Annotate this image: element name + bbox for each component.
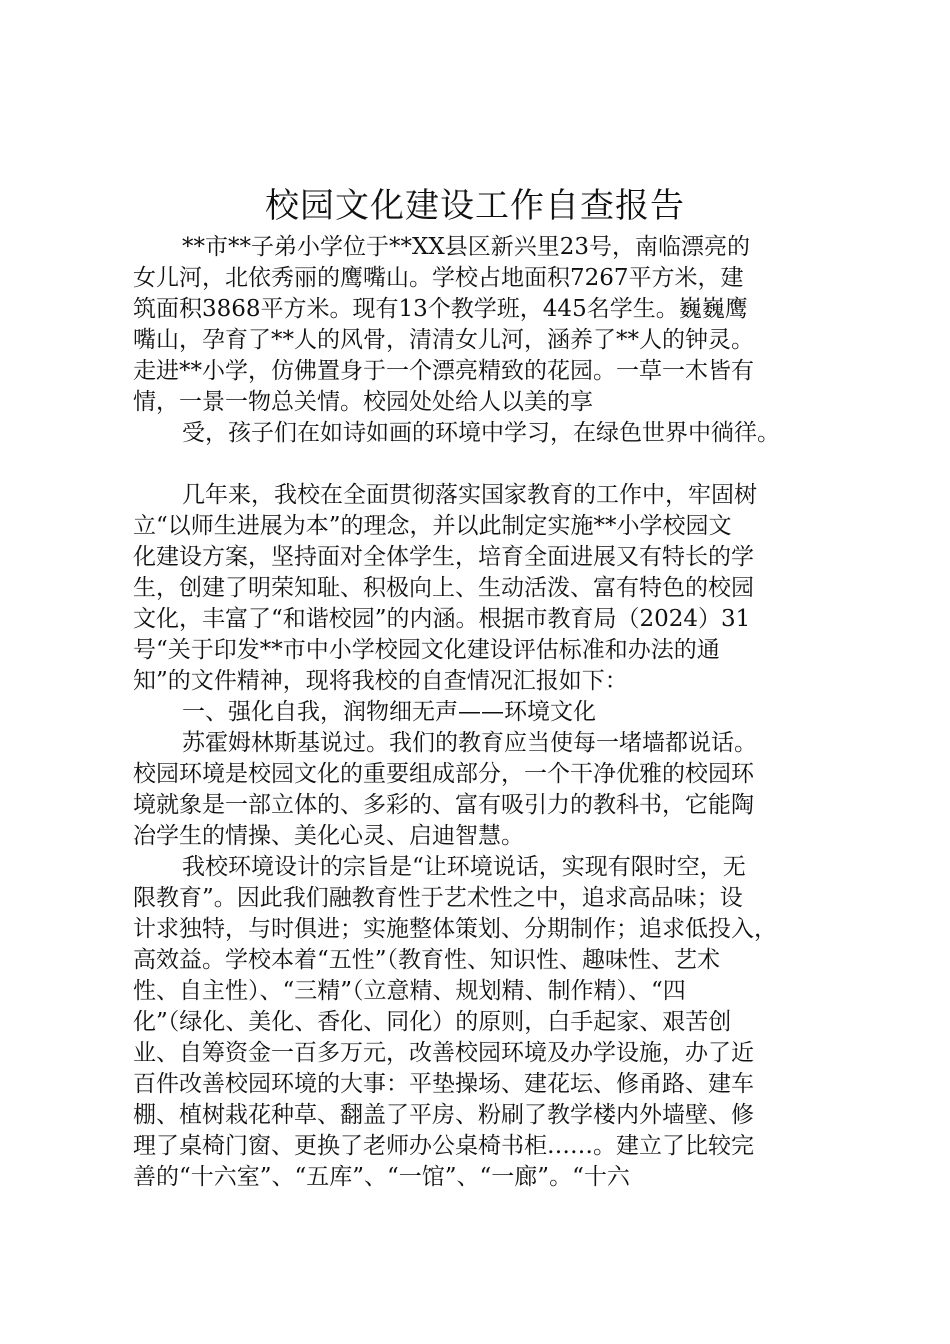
text-line: 化建设方案，坚持面对全体学生，培育全面进展又有特长的学 — [133, 544, 754, 570]
text-line: 冶学生的情操、美化心灵、启迪智慧。 — [133, 823, 524, 849]
text-line: 棚、植树栽花种草、翻盖了平房、粉刷了教学楼内外墙壁、修 — [133, 1102, 754, 1128]
text-line: 知”的文件精神，现将我校的自查情况汇报如下： — [133, 668, 628, 694]
text-line: 立“以师生进展为本”的理念，并以此制定实施**小学校园文 — [133, 513, 732, 539]
text-line: 受，孩子们在如诗如画的环境中学习，在绿色世界中徜徉。 — [182, 420, 780, 446]
text-line: 女儿河，北依秀丽的鹰嘴山。学校占地面积7267平方米，建 — [133, 265, 744, 291]
text-line: 校园环境是校园文化的重要组成部分，一个干净优雅的校园环 — [133, 761, 754, 787]
text-line: 理了桌椅门窗、更换了老师办公桌椅书柜……。建立了比较完 — [133, 1133, 754, 1159]
text-line: 筑面积3868平方米。现有13个教学班，445名学生。巍巍鹰 — [133, 296, 748, 322]
text-line: 善的“十六室”、“五库”、“一馆”、“一廊”。“十六 — [133, 1164, 630, 1190]
text-line: 境就象是一部立体的、多彩的、富有吸引力的教科书，它能陶 — [133, 792, 754, 818]
text-line: 高效益。学校本着“五性”（教育性、知识性、趣味性、艺术 — [133, 947, 721, 973]
text-line: 生，创建了明荣知耻、积极向上、生动活泼、富有特色的校园 — [133, 575, 754, 601]
text-line: 文化，丰富了“和谐校园”的内涵。根据市教育局（2024）31 — [133, 606, 751, 632]
text-line: 性、自主性）、“三精”（立意精、规划精、制作精）、“四 — [133, 978, 686, 1004]
text-line: 号“关于印发**市中小学校园文化建设评估标准和办法的通 — [133, 637, 720, 663]
text-line: 计求独特，与时俱进；实施整体策划、分期制作；追求低投入， — [133, 916, 777, 942]
document-title: 校园文化建设工作自查报告 — [265, 186, 685, 226]
text-line: 嘴山，孕育了**人的风骨，清清女儿河，涵养了**人的钟灵。 — [133, 327, 754, 353]
text-line: 百件改善校园环境的大事：平垫操场、建花坛、修甬路、建车 — [133, 1071, 754, 1097]
document-body — [133, 232, 823, 1193]
text-line: 情，一景一物总关情。校园处处给人以美的享 — [133, 389, 593, 415]
paragraph-gap — [133, 449, 823, 480]
text-line: 化”（绿化、美化、香化、同化）的原则，白手起家、艰苦创 — [133, 1009, 732, 1035]
text-line: **市**子弟小学位于**XX县区新兴里23号，南临漂亮的 — [182, 234, 751, 260]
section-heading: 一、强化自我，润物细无声——环境文化 — [182, 699, 596, 725]
text-line: 限教育”。因此我们融教育性于艺术性之中，追求高品味；设 — [133, 885, 743, 911]
text-line: 我校环境设计的宗旨是“让环境说话，实现有限时空，无 — [182, 854, 746, 880]
text-line: 走进**小学，仿佛置身于一个漂亮精致的花园。一草一木皆有 — [133, 358, 754, 384]
text-line: 几年来，我校在全面贯彻落实国家教育的工作中，牢固树 — [182, 482, 757, 508]
text-line: 业、自筹资金一百多万元，改善校园环境及办学设施，办了近 — [133, 1040, 754, 1066]
text-line: 苏霍姆林斯基说过。我们的教育应当使每一堵墙都说话。 — [182, 730, 757, 756]
